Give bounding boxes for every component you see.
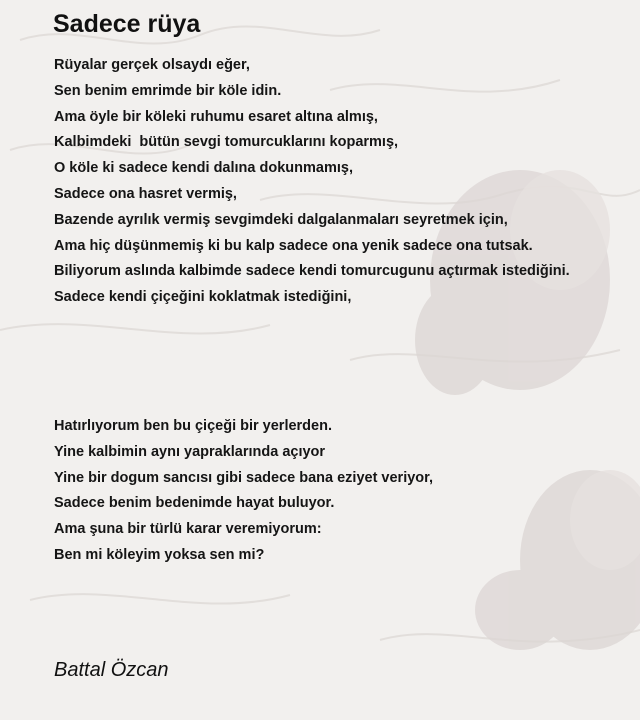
poem-line: Yine bir dogum sancısı gibi sadece bana eziyet veriyor, [54, 469, 434, 486]
poem-title: Sadece rüya [53, 10, 201, 38]
poem-line: Sadece ona hasret vermiş, [54, 185, 237, 202]
poem-line: Bazende ayrılık vermiş sevgimdeki dalgalanmaları seyretmek için, [54, 211, 508, 228]
poem-line: Rüyalar gerçek olsaydı eğer, [54, 57, 250, 73]
poem-line: Ama hiç düşünmemiş ki bu kalp sadece ona yenik sadece ona tutsak. [54, 237, 533, 254]
poem-line: Biliyorum aslında kalbimde sadece kendi tomurcugunu açtırmak istediğini. [54, 263, 570, 280]
poem-line: O köle ki sadece kendi dalına dokunmamış, [54, 160, 353, 177]
poem-line: Sadece benim bedenimde hayat buluyor. [54, 495, 335, 512]
stanza-2 [54, 414, 433, 569]
stanza-1 [54, 53, 570, 311]
poem-author: Battal Özcan [54, 659, 169, 681]
poem-line: Sen benim emrimde bir köle idin. [54, 82, 282, 99]
poem-line: Kalbimdeki bütün sevgi tomurcuklarını koparmış, [54, 134, 399, 151]
poem-line: Sadece kendi çiçeğini koklatmak istediğini, [54, 289, 352, 306]
poem-line: Ama öyle bir köleki ruhumu esaret altına almış, [54, 108, 378, 125]
poem-line: Ben mi köleyim yoksa sen mi? [54, 546, 265, 563]
poem-line: Ama şuna bir türlü karar veremiyorum: [54, 521, 322, 538]
poem-line: Hatırlıyorum ben bu çiçeği bir yerlerden. [54, 418, 332, 434]
poem-line: Yine kalbimin aynı yapraklarında açıyor [54, 443, 326, 460]
